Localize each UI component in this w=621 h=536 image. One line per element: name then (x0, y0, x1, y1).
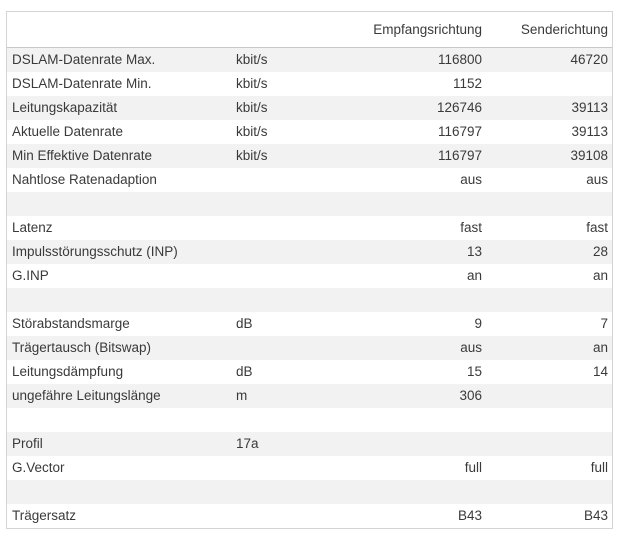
table-row (7, 384, 612, 408)
table-row (7, 216, 612, 240)
row-upstream-value: 39113 (488, 120, 612, 144)
dsl-info-table-frame (6, 11, 613, 529)
table-header-row (7, 12, 612, 48)
header-label (7, 12, 230, 48)
table-row (7, 336, 612, 360)
row-unit: kbit/s (230, 72, 340, 96)
row-unit (230, 240, 340, 264)
row-unit (230, 192, 340, 216)
table-row (7, 168, 612, 192)
table-row (7, 456, 612, 480)
row-downstream-value: aus (340, 168, 488, 192)
row-label (7, 408, 230, 432)
row-label: Nahtlose Ratenadaption (7, 168, 230, 192)
row-upstream-value: full (488, 456, 612, 480)
row-unit: dB (230, 360, 340, 384)
table-row (7, 432, 612, 456)
row-downstream-value: full (340, 456, 488, 480)
row-unit: m (230, 384, 340, 408)
row-label: G.INP (7, 264, 230, 288)
row-unit: kbit/s (230, 96, 340, 120)
row-upstream-value (488, 192, 612, 216)
row-upstream-value: fast (488, 216, 612, 240)
dsl-info-table (7, 12, 612, 528)
row-label (7, 480, 230, 504)
row-downstream-value (340, 192, 488, 216)
row-downstream-value: an (340, 264, 488, 288)
row-label: Leitungskapazität (7, 96, 230, 120)
row-upstream-value (488, 72, 612, 96)
table-row (7, 120, 612, 144)
table-row (7, 144, 612, 168)
table-spacer-row (7, 288, 612, 312)
row-upstream-value (488, 384, 612, 408)
table-row (7, 48, 612, 73)
row-unit: dB (230, 312, 340, 336)
header-unit (230, 12, 340, 48)
row-label: ungefähre Leitungslänge (7, 384, 230, 408)
row-unit (230, 504, 340, 528)
row-label: Aktuelle Datenrate (7, 120, 230, 144)
table-row (7, 72, 612, 96)
row-unit (230, 480, 340, 504)
row-label: Impulsstörungsschutz (INP) (7, 240, 230, 264)
header-upstream: Senderichtung (488, 12, 612, 48)
table-row (7, 312, 612, 336)
row-downstream-value: aus (340, 336, 488, 360)
row-unit (230, 288, 340, 312)
row-unit: kbit/s (230, 120, 340, 144)
row-unit (230, 336, 340, 360)
table-row (7, 240, 612, 264)
row-downstream-value: 126746 (340, 96, 488, 120)
row-downstream-value: 116797 (340, 120, 488, 144)
table-row (7, 360, 612, 384)
row-upstream-value: aus (488, 168, 612, 192)
row-unit (230, 264, 340, 288)
row-downstream-value (340, 408, 488, 432)
row-upstream-value (488, 288, 612, 312)
row-unit (230, 456, 340, 480)
row-upstream-value: 46720 (488, 48, 612, 73)
row-downstream-value (340, 288, 488, 312)
row-unit: 17a (230, 432, 340, 456)
row-downstream-value (340, 432, 488, 456)
row-label: Min Effektive Datenrate (7, 144, 230, 168)
table-spacer-row (7, 192, 612, 216)
row-downstream-value: 1152 (340, 72, 488, 96)
row-upstream-value (488, 408, 612, 432)
row-label (7, 192, 230, 216)
row-unit (230, 216, 340, 240)
table-spacer-row (7, 408, 612, 432)
table-row (7, 504, 612, 528)
row-downstream-value: fast (340, 216, 488, 240)
row-upstream-value: 39113 (488, 96, 612, 120)
row-upstream-value: 7 (488, 312, 612, 336)
table-row (7, 264, 612, 288)
row-upstream-value: 14 (488, 360, 612, 384)
row-upstream-value: 28 (488, 240, 612, 264)
row-label: G.Vector (7, 456, 230, 480)
row-downstream-value: 116797 (340, 144, 488, 168)
row-label: Trägersatz (7, 504, 230, 528)
row-unit: kbit/s (230, 48, 340, 73)
row-label: DSLAM-Datenrate Min. (7, 72, 230, 96)
row-unit: kbit/s (230, 144, 340, 168)
row-unit (230, 408, 340, 432)
table-spacer-row (7, 480, 612, 504)
row-upstream-value: 39108 (488, 144, 612, 168)
row-downstream-value: 306 (340, 384, 488, 408)
row-label: Leitungsdämpfung (7, 360, 230, 384)
row-unit (230, 168, 340, 192)
row-upstream-value: an (488, 336, 612, 360)
row-upstream-value: an (488, 264, 612, 288)
row-label: DSLAM-Datenrate Max. (7, 48, 230, 73)
table-row (7, 96, 612, 120)
row-upstream-value (488, 432, 612, 456)
row-upstream-value (488, 480, 612, 504)
row-label: Latenz (7, 216, 230, 240)
row-upstream-value: B43 (488, 504, 612, 528)
row-downstream-value: 13 (340, 240, 488, 264)
row-label (7, 288, 230, 312)
row-downstream-value: 15 (340, 360, 488, 384)
row-downstream-value: 9 (340, 312, 488, 336)
row-downstream-value: 116800 (340, 48, 488, 73)
header-downstream: Empfangsrichtung (340, 12, 488, 48)
row-downstream-value: B43 (340, 504, 488, 528)
row-downstream-value (340, 480, 488, 504)
row-label: Profil (7, 432, 230, 456)
row-label: Störabstandsmarge (7, 312, 230, 336)
row-label: Trägertausch (Bitswap) (7, 336, 230, 360)
